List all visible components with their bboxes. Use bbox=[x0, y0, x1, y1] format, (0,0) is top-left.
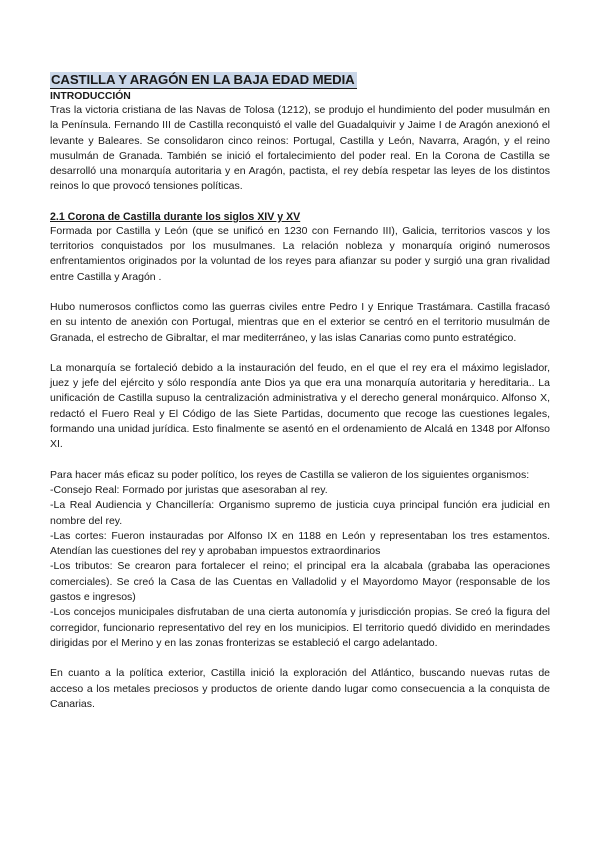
paragraph-formation: Formada por Castilla y León (que se unificó en 1230 con Fernando III), Galicia, territorios vascos y los territorios conquistados por los musulmanes. La relación nobleza y monarquía originó numerosos enfrentamientos originados por la voluntad de los reyes para afianzar su poder y surgió una gran rivalidad entre Castilla y Aragón . bbox=[50, 224, 550, 283]
document-body bbox=[50, 71, 550, 712]
organism-item: -Los tributos: Se crearon para fortalecer el reino; el principal era la alcabala (grababa las operaciones comerciales). Se creó la Casa de las Cuentas en Valladolid y el Mayordomo Mayor (responsable de los gastos e ingresos) bbox=[50, 560, 550, 604]
organism-item: -Las cortes: Fueron instauradas por Alfonso IX en 1188 en León y representaban los tres estamentos. Atendían las cuestiones del rey y aprobaban impuestos extraordinarios bbox=[50, 529, 550, 558]
paragraph-conflicts: Hubo numerosos conflictos como las guerras civiles entre Pedro I y Enrique Trastámara. Castilla fracasó en su intento de anexión con Portugal, mientras que en el exterior se centró en el territorio musulmán de Granada, el estrecho de Gibraltar, el mar mediterráneo, y las islas Canarias como punto estratégico. bbox=[50, 300, 550, 344]
intro-paragraph: Tras la victoria cristiana de las Navas de Tolosa (1212), se produjo el hundimiento del poder musulmán en la Península. Fernando III de Castilla reconquistó el valle del Guadalquivir y Jaime I de Aragón anexionó el levante y Baleares. Se consolidaron cinco reinos: Portugal, Castilla y León, Navarra, Aragón, y el reino musulmán de Granada. También se inició el fortalecimiento del poder real. En la Corona de Castilla se desarrolló una monarquía autoritaria y en Aragón, pactista, el rey debía respetar las leyes de los distintos reinos lo que provocó tensiones políticas. bbox=[50, 104, 550, 193]
organism-item: -Los concejos municipales disfrutaban de una cierta autonomía y jurisdicción propias. Se creó la figura del corregidor, funcionario representativo del rey en los municipios. El territorio quedó dividido en merindades dirigidas por el Merino y en las zonas fronterizas se estableció el cargo adelantado. bbox=[50, 606, 550, 649]
document-title: CASTILLA Y ARAGÓN EN LA BAJA EDAD MEDIA bbox=[51, 72, 355, 87]
organism-item: -Consejo Real: Formado por juristas que asesoraban al rey. bbox=[50, 483, 328, 496]
intro-heading: INTRODUCCIÓN bbox=[50, 91, 131, 102]
paragraph-monarchy: La monarquía se fortaleció debido a la instauración del feudo, en el que el rey era el máximo legislador, juez y jefe del ejército y sólo respondía ante Dios ya que era una monarquía autoritaria y hereditaria.. La unificación de Castilla supuso la centralización administrativa y el derecho general monárquico. Alfonso X, redactó el Fuero Real y El Código de las Siete Partidas, documento que recoge las cuestiones legales, formando una unidad jurídica. Esto finalmente se asentó en el ordenamiento de Alcalá en 1348 por Alfonso XI. bbox=[50, 361, 550, 451]
section-heading: 2.1 Corona de Castilla durante los siglos XIV y XV bbox=[50, 210, 301, 223]
organism-item: -La Real Audiencia y Chancillería: Organismo supremo de justicia cuya principal función era judicial en nombre del rey. bbox=[50, 499, 550, 527]
paragraph-foreign-policy: En cuanto a la política exterior, Castilla inició la exploración del Atlántico, buscando nuevas rutas de acceso a los metales preciosos y productos de oriente dando lugar como consecuencia a la conquista de Canarias. bbox=[50, 667, 550, 710]
paragraph-organisms-intro: Para hacer más eficaz su poder político, los reyes de Castilla se valieron de los siguientes organismos: bbox=[50, 468, 530, 481]
